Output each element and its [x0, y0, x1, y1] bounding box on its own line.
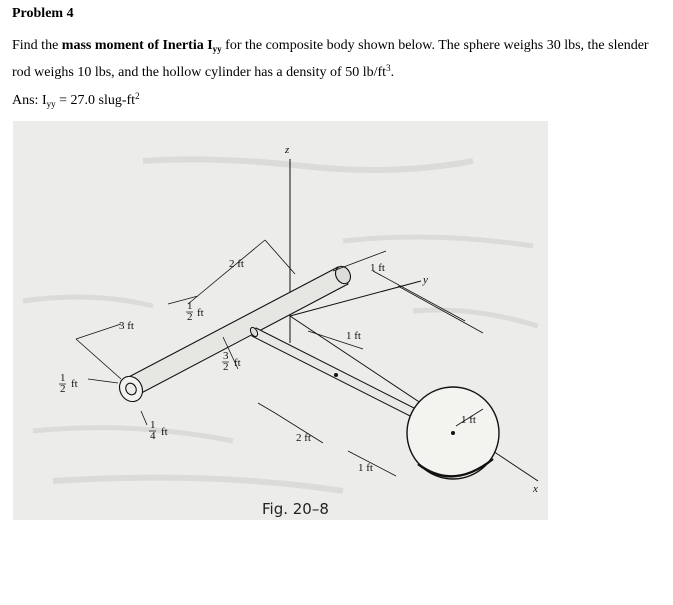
density-exponent: 3: [386, 63, 391, 73]
svg-text:ft: ft: [197, 307, 204, 319]
dim-1ft-sphere-radius: 1 ft: [461, 414, 476, 426]
svg-text:1: 1: [150, 419, 156, 431]
svg-text:1: 1: [60, 372, 66, 384]
dim-1ft-top: 1 ft: [370, 262, 385, 274]
svg-text:ft: ft: [161, 426, 168, 438]
z-axis-label: z: [285, 144, 290, 156]
svg-text:ft: ft: [234, 357, 241, 369]
dim-1ft-mid: 1 ft: [346, 330, 361, 342]
problem-statement: Find the mass moment of Inertia $I_{yy}$ for the composite body shown below. The sphere weighs 30 lbs, the slender rod weighs 10 lbs, and the hollow cylinder has a density of 50 $lb/ft^3$.: [12, 38, 649, 80]
svg-text:1: 1: [187, 300, 193, 312]
svg-text:2: 2: [187, 311, 193, 323]
x-axis-label: x: [533, 483, 538, 495]
dim-half-ft-upper: [186, 300, 204, 323]
composite-body-figure: [13, 121, 548, 520]
sphere-center: [451, 431, 455, 435]
svg-text:4: 4: [150, 430, 156, 442]
y-axis-label: y: [423, 274, 428, 286]
answer-line: Ans: $I_{yy} = 27.0$ slug-$ft^2$: [12, 91, 140, 109]
rod-mass-center: [334, 373, 338, 377]
slender-rod: [249, 326, 416, 417]
svg-text:ft: ft: [71, 378, 78, 390]
statement-prefix: Find the: [12, 38, 62, 53]
figure-caption: Fig. 20–8: [262, 500, 329, 518]
dim-3ft: 3 ft: [119, 320, 134, 332]
dim-1ft-bottom: 1 ft: [358, 462, 373, 474]
problem-title: Problem 4: [12, 6, 74, 21]
svg-text:3: 3: [223, 350, 229, 362]
statement-middle: for the composite body shown below. The sphere weighs 30 lbs, the slender rod weighs 10 lbs, and the hollow cylinder has a density of 50 lb/ft: [12, 38, 649, 80]
svg-text:2: 2: [60, 383, 66, 395]
statement-bold-phrase: mass moment of Inertia $I_{yy}$: [61, 38, 222, 54]
dim-three-halves-ft: [222, 350, 241, 373]
dim-2ft-top: 2 ft: [229, 258, 244, 270]
dim-2ft-bottom: 2 ft: [296, 432, 311, 444]
dim-half-ft-left: [59, 372, 78, 395]
figure-drawing: [13, 121, 548, 520]
svg-text:2: 2: [223, 361, 229, 373]
